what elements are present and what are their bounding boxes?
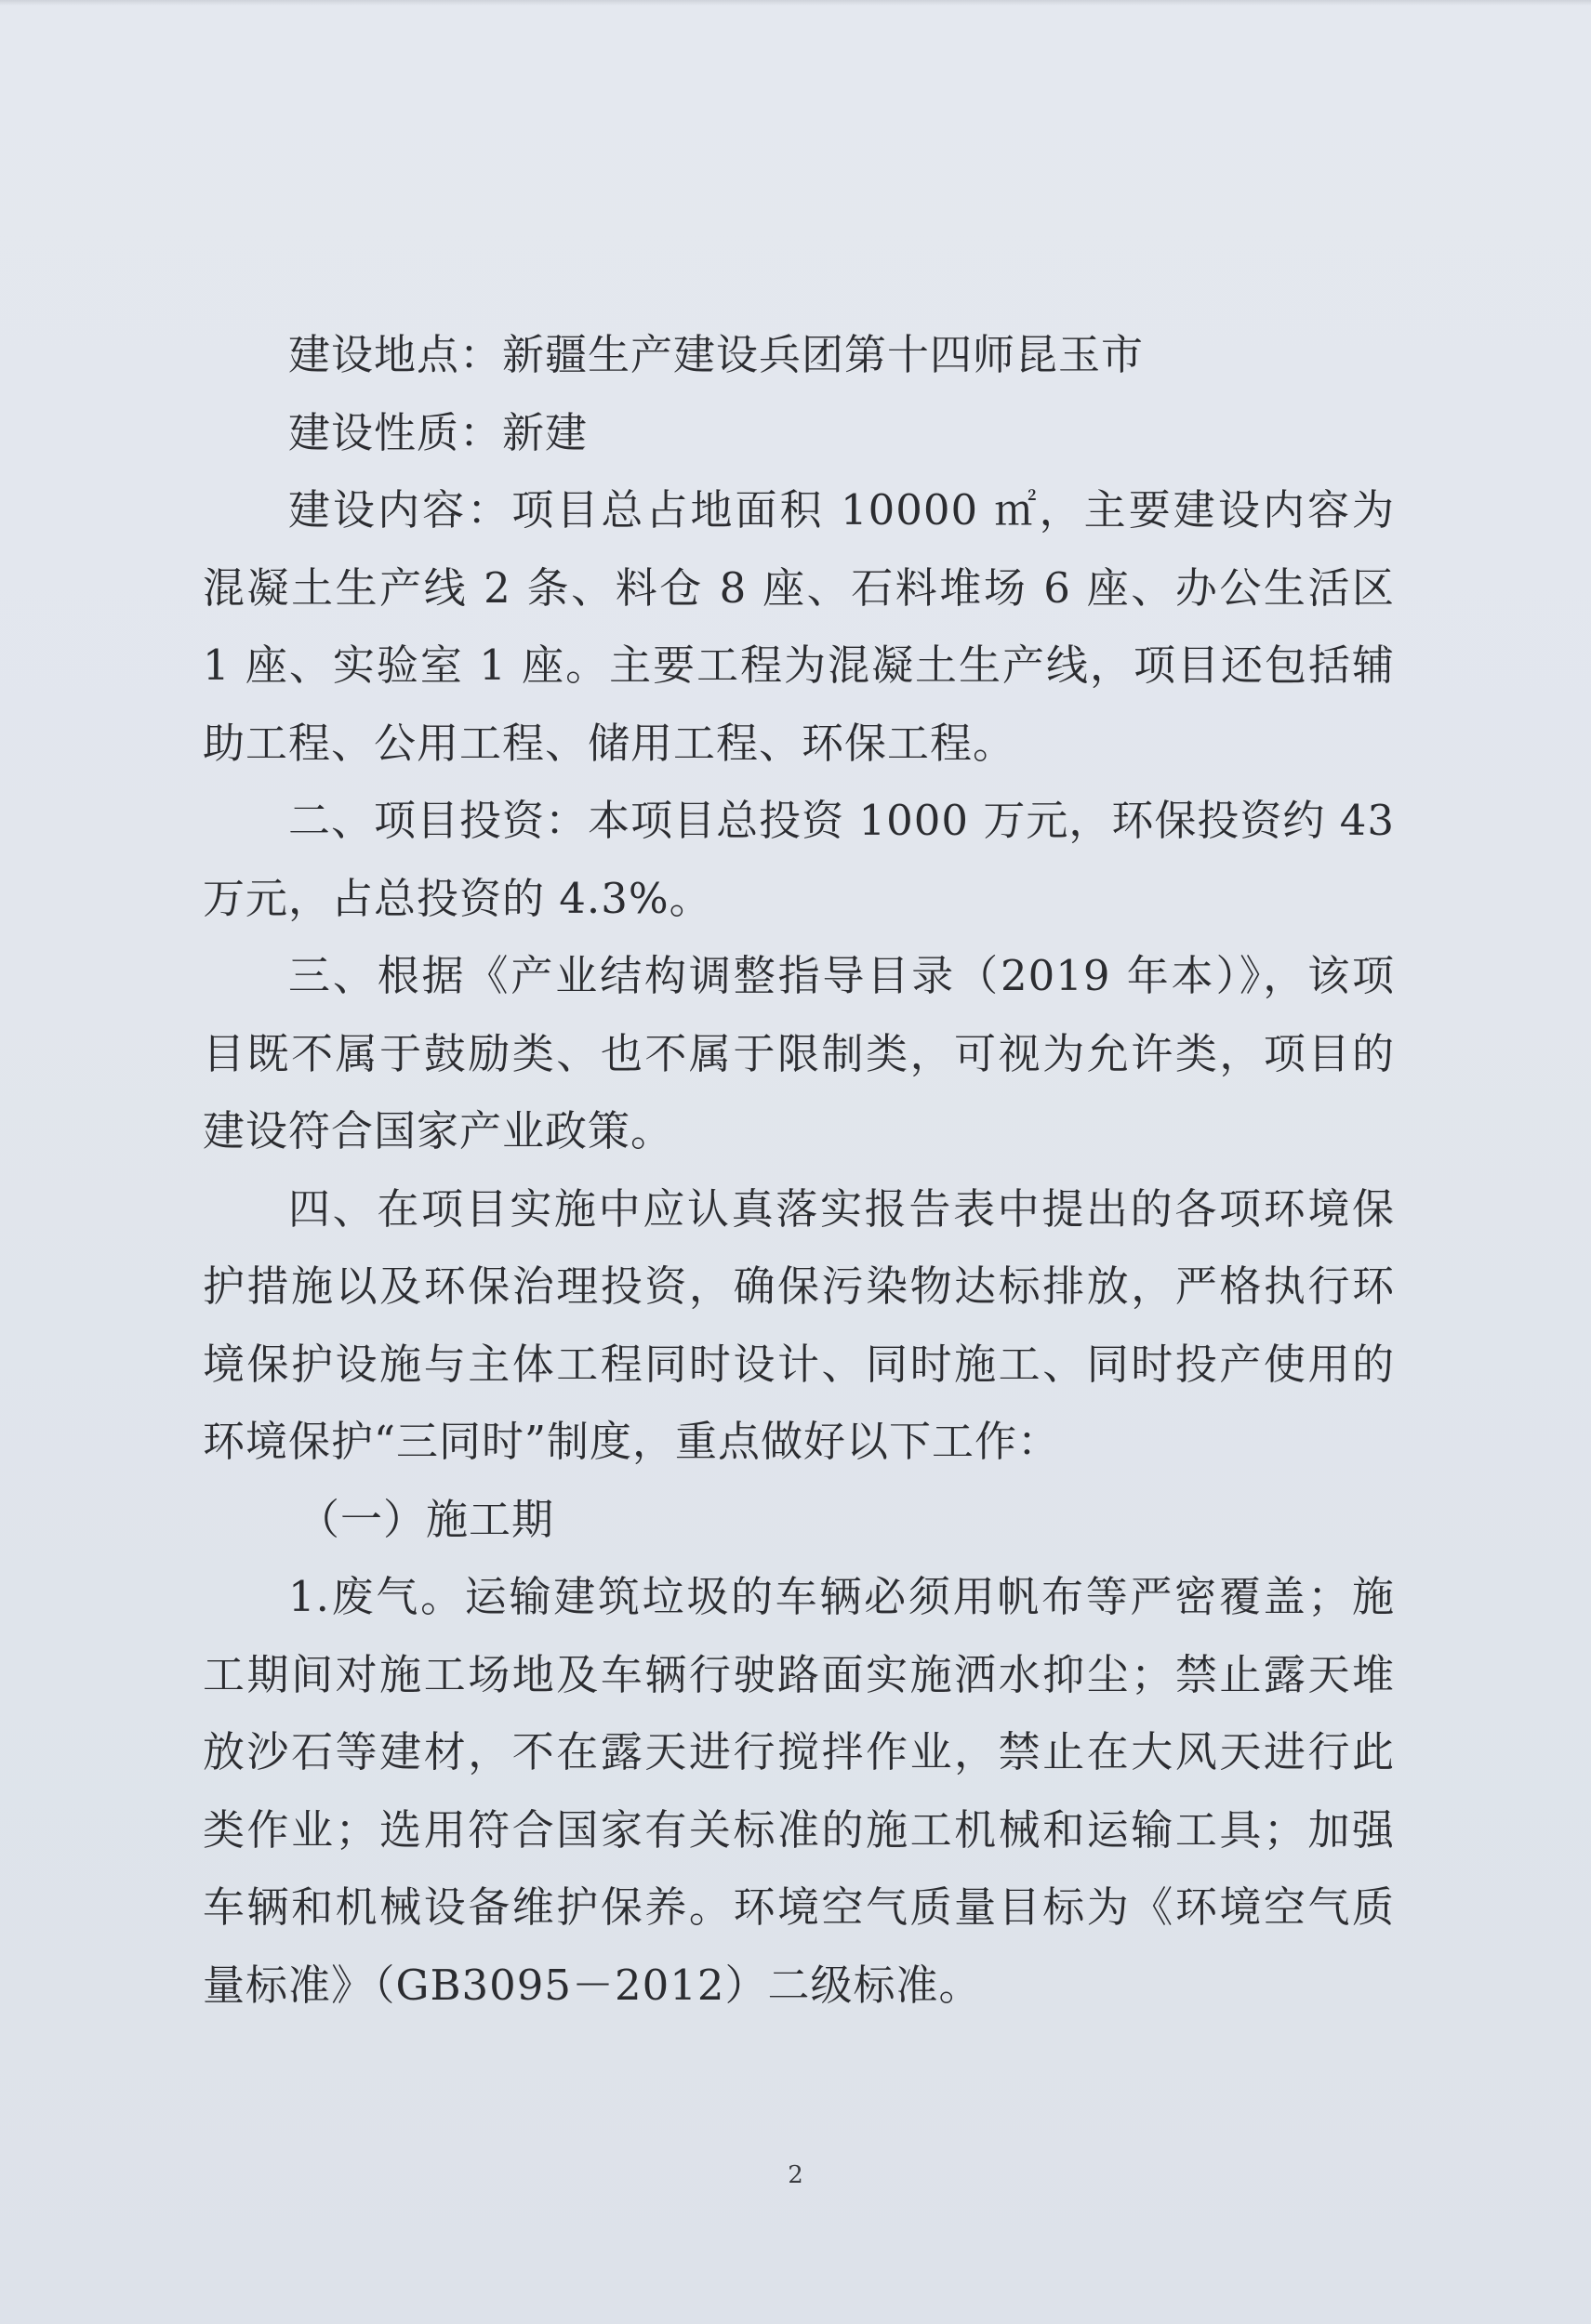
page-number: 2 (788, 2161, 803, 2189)
paragraph-construction-content: 建设内容：项目总占地面积 10000 ㎡，主要建设内容为混凝土生产线 2 条、料仓 8 座、石料堆场 6 座、办公生活区 1 座、实验室 1 座。主要工程为混凝土生产线，项目还包括辅助工程、公用工程、储用工程、环保工程。 (203, 485, 1395, 768)
paragraph-construction-nature: 建设性质：新建 (288, 407, 589, 457)
page-edge-shadow (0, 0, 1591, 6)
paragraph-waste-gas: 1.废气。运输建筑垃圾的车辆必须用帆布等严密覆盖；施工期间对施工场地及车辆行驶路面实施洒水抑尘；禁止露天堆放沙石等建材，不在露天进行搅拌作业，禁止在大风天进行此类作业；选用符合国家有关标准的施工机械和运输工具；加强车辆和机械设备维护保养。环境空气质量目标为《环境空气质量标准》（GB3095－2012）二级标准。 (203, 1572, 1395, 2010)
paragraph-industrial-policy: 三、根据《产业结构调整指导目录（2019 年本）》，该项目既不属于鼓励类、也不属于限制类，可视为允许类，项目的建设符合国家产业政策。 (203, 951, 1395, 1155)
paragraph-project-investment: 二、项目投资：本项目总投资 1000 万元，环保投资约 43 万元，占总投资的 4.3%。 (203, 796, 1395, 923)
subheading-construction-period: （一）施工期 (298, 1494, 555, 1544)
paragraph-implementation-requirements: 四、在项目实施中应认真落实报告表中提出的各项环境保护措施以及环保治理投资，确保污染物达标排放，严格执行环境保护设施与主体工程同时设计、同时施工、同时投产使用的环境保护“三同时”制度，重点做好以下工作： (203, 1183, 1395, 1466)
document-body (203, 316, 1395, 2024)
paragraph-construction-location: 建设地点：新疆生产建设兵团第十四师昆玉市 (288, 330, 1145, 379)
